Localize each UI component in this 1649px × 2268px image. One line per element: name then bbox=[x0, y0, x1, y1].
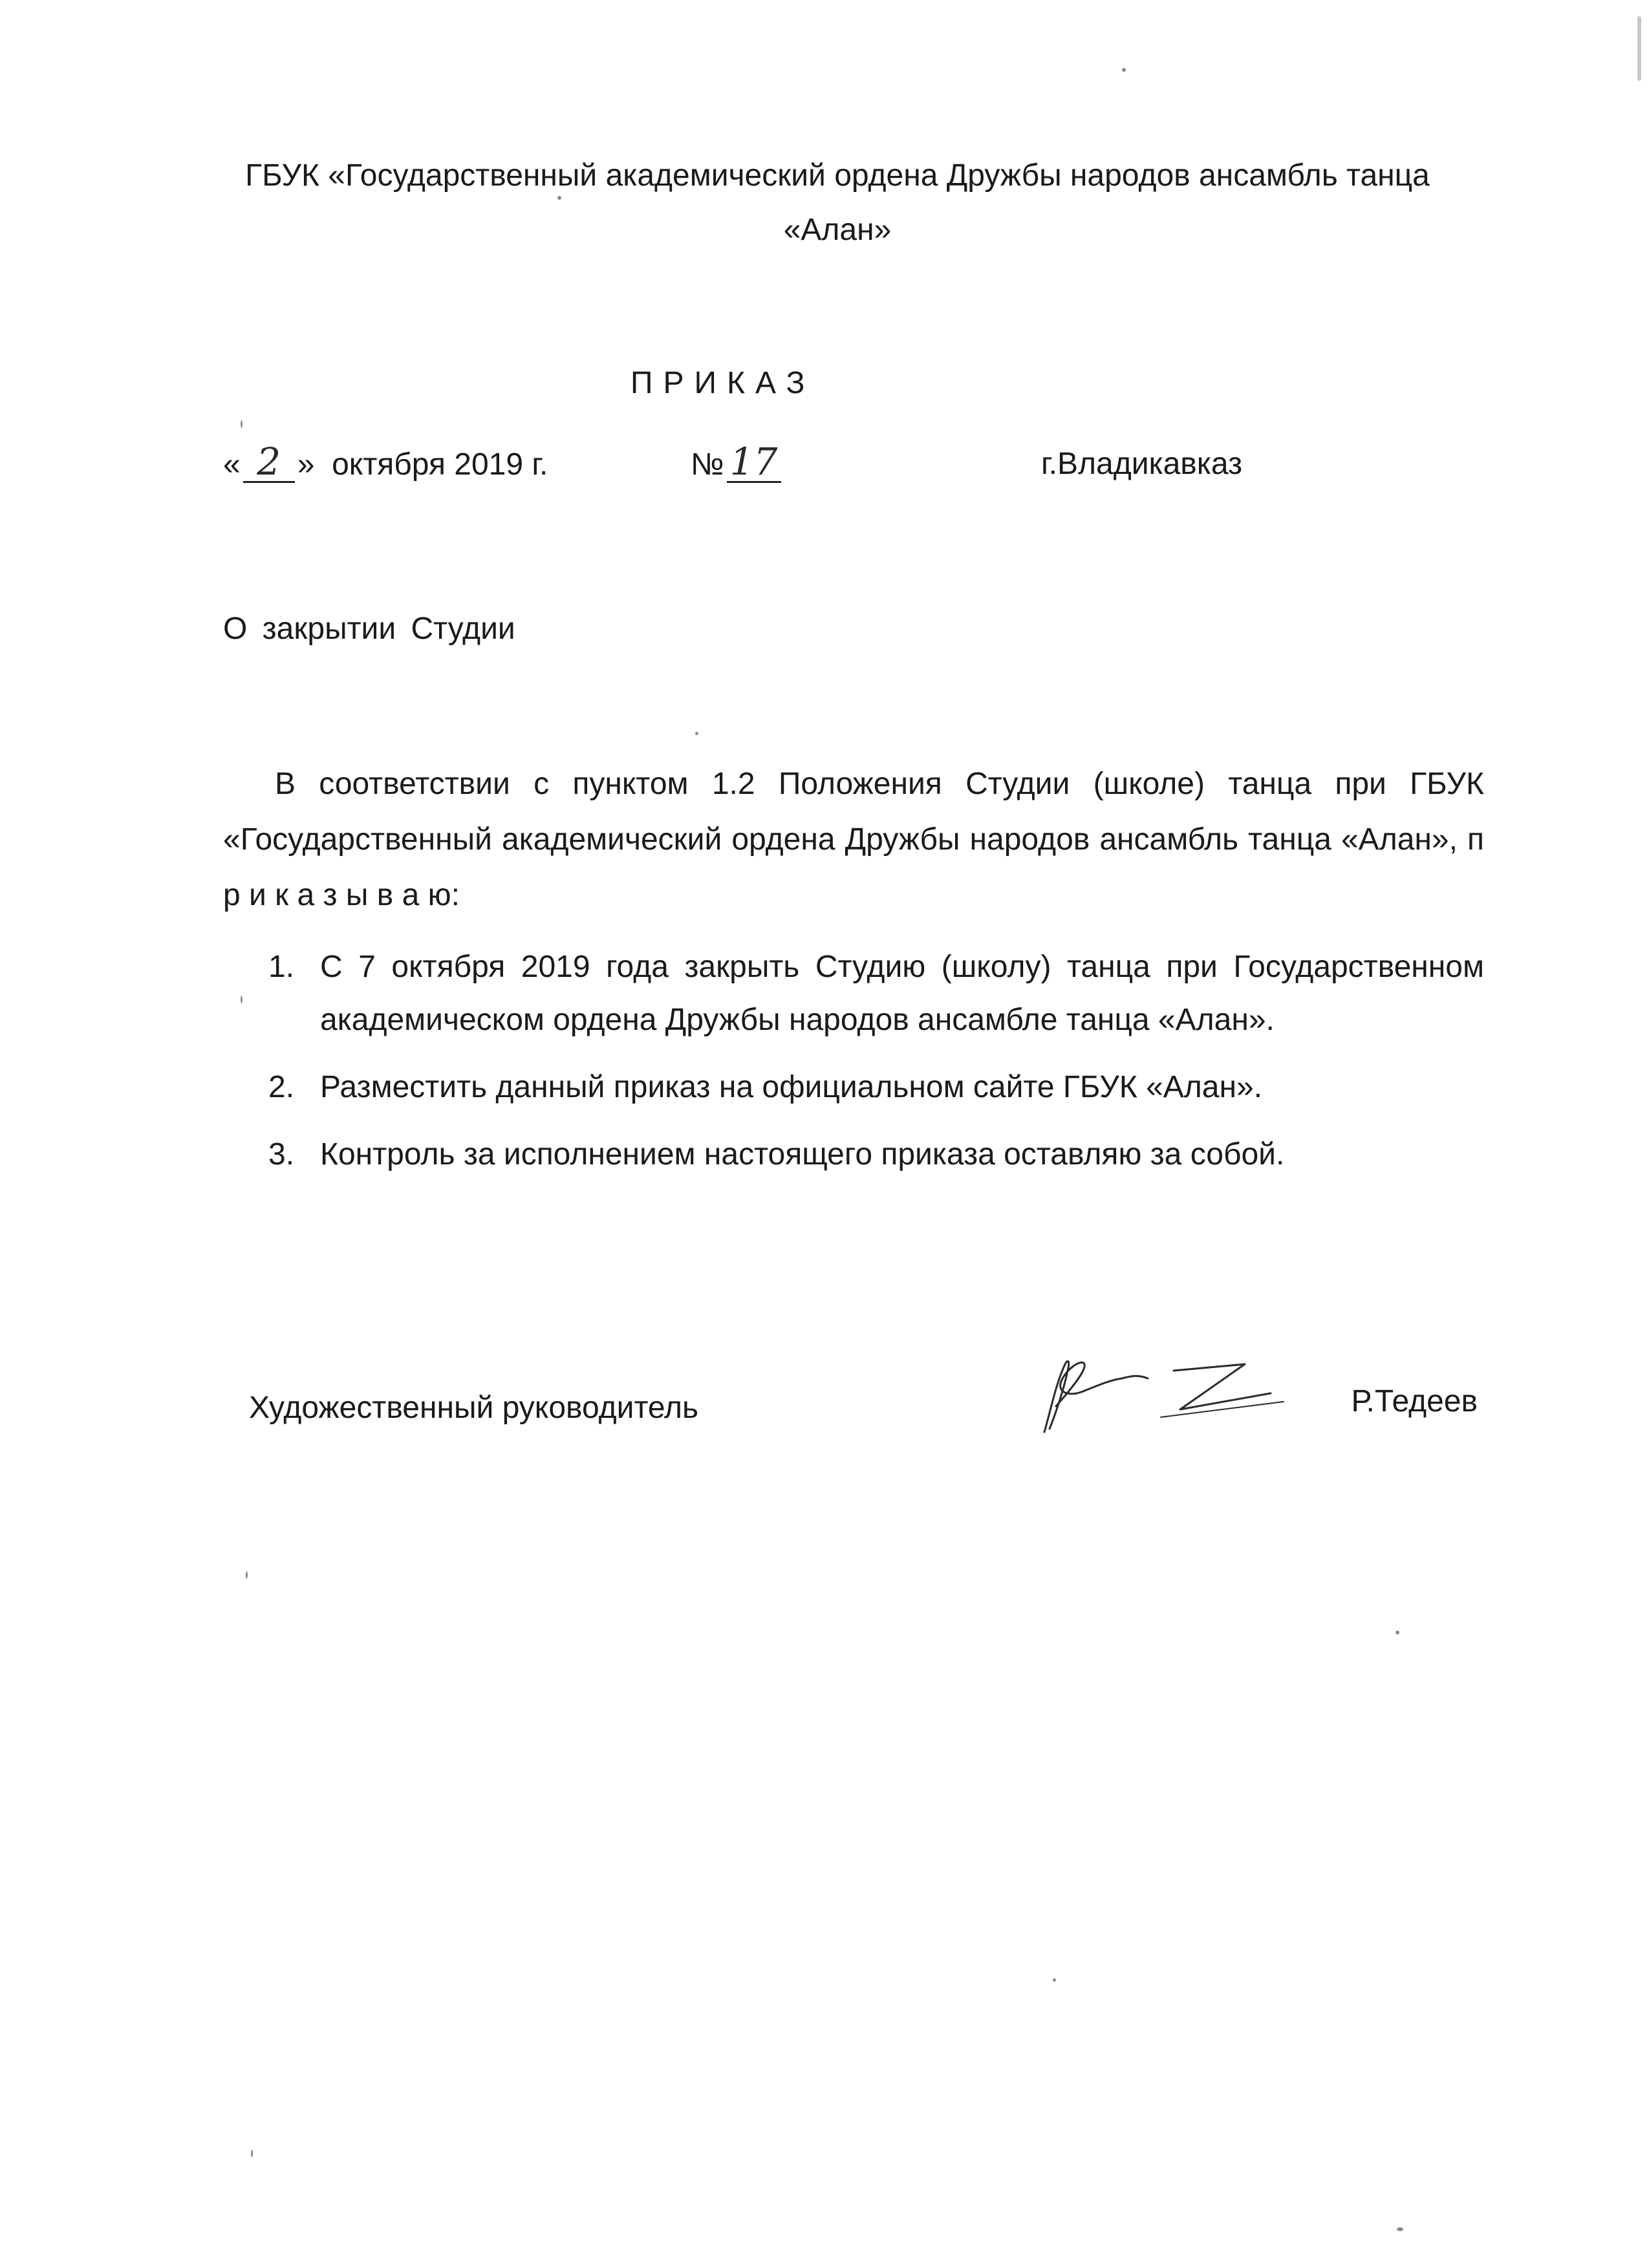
order-date bbox=[223, 442, 548, 494]
order-city: г.Владикавказ bbox=[1041, 447, 1242, 481]
scan-edge-mark bbox=[1637, 16, 1641, 81]
scan-speck bbox=[241, 420, 242, 428]
date-day-handwritten: 2 bbox=[243, 442, 295, 483]
order-subject: О закрытии Студии bbox=[223, 612, 515, 646]
order-preamble: В соответствии с пунктом 1.2 Положения Студии (школе) танца при ГБУК «Государственный академический ордена Дружбы народов ансамбль танца «Алан», п р и к а з ы в а ю: bbox=[223, 767, 1484, 912]
scan-speck bbox=[695, 732, 698, 735]
order-number bbox=[691, 442, 781, 494]
organization-header: ГБУК «Государственный академический ордена Дружбы народов ансамбль танца «Алан» bbox=[245, 158, 1430, 247]
date-close-quote: » bbox=[297, 447, 315, 482]
signature-block bbox=[249, 1384, 1478, 1506]
signatory-position: Художественный руководитель bbox=[249, 1391, 699, 1425]
scan-speck bbox=[1397, 2227, 1403, 2231]
order-title: ПРИКАЗ bbox=[630, 366, 815, 400]
order-item bbox=[268, 1061, 1484, 1114]
order-item-text: Контроль за исполнением настоящего приказа оставляю за собой. bbox=[320, 1137, 1285, 1171]
handwritten-signature bbox=[1025, 1345, 1297, 1442]
order-item-number: 1. bbox=[268, 950, 295, 984]
order-items-list bbox=[268, 941, 1484, 1195]
scan-speck bbox=[1122, 68, 1126, 72]
date-month-year: октября 2019 г. bbox=[332, 447, 548, 482]
signatory-name: Р.Тедеев bbox=[1351, 1384, 1478, 1418]
order-item bbox=[268, 941, 1484, 1047]
order-item-number: 2. bbox=[268, 1070, 295, 1104]
order-number-prefix: № bbox=[691, 447, 724, 482]
date-open-quote: « bbox=[223, 447, 241, 482]
order-number-handwritten: 17 bbox=[727, 442, 781, 483]
order-item-number: 3. bbox=[268, 1137, 295, 1171]
order-item-text: С 7 октября 2019 года закрыть Студию (школу) танца при Государственном академическом ордена Дружбы народов ансамбле танца «Алан». bbox=[320, 950, 1484, 1037]
scan-speck bbox=[1396, 1631, 1399, 1634]
scan-speck bbox=[246, 1571, 248, 1579]
scan-speck bbox=[251, 2150, 253, 2157]
scan-speck bbox=[241, 996, 242, 1003]
order-item-text: Разместить данный приказ на официальном сайте ГБУК «Алан». bbox=[320, 1070, 1263, 1104]
scan-speck bbox=[1053, 1978, 1056, 1982]
order-item bbox=[268, 1128, 1484, 1181]
